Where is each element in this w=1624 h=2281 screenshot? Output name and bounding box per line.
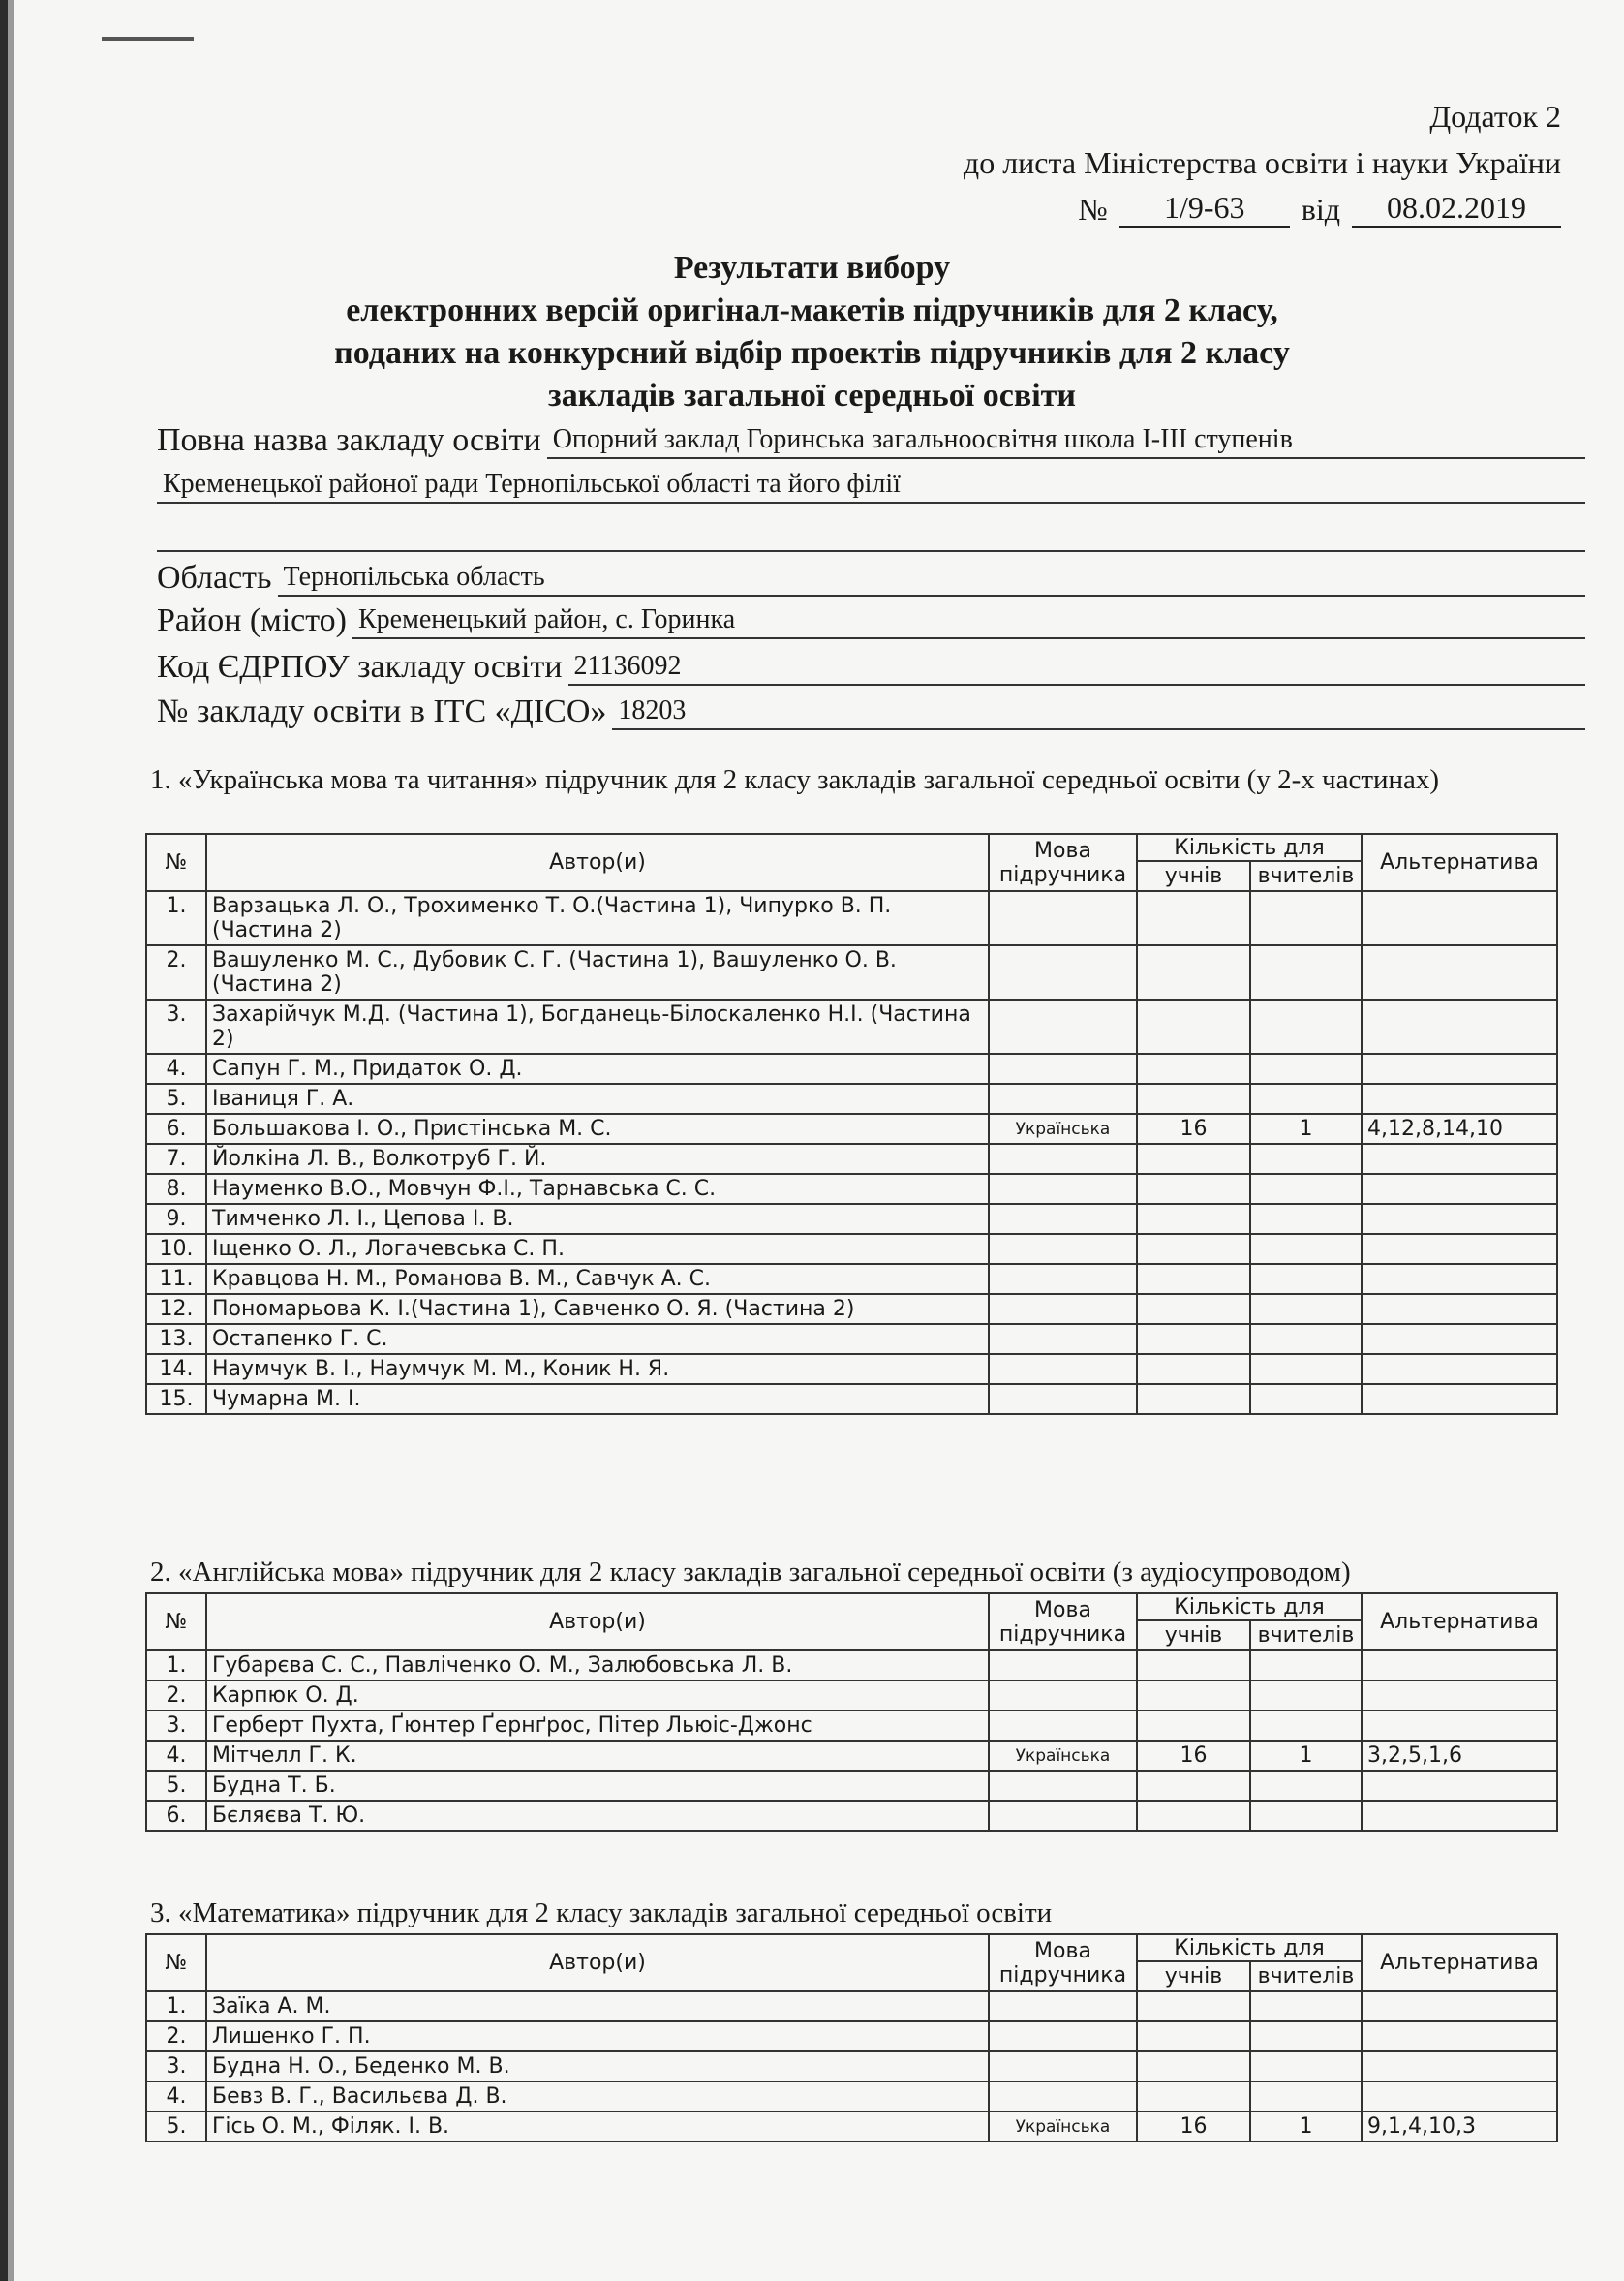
row-teachers	[1250, 1771, 1362, 1801]
col-num: №	[146, 834, 206, 891]
letter-number: 1/9-63	[1119, 190, 1290, 228]
row-alternative	[1362, 891, 1557, 945]
letter-date: 08.02.2019	[1352, 190, 1561, 228]
col-num: №	[146, 1593, 206, 1650]
district-field	[157, 602, 1585, 639]
section-2-table	[145, 1592, 1558, 1832]
col-count: Кількість для	[1137, 1593, 1362, 1620]
table-row	[146, 945, 1557, 1000]
row-students	[1137, 1354, 1250, 1384]
row-number: 4.	[146, 1741, 206, 1771]
col-lang: Мова підручника	[989, 834, 1137, 891]
table-row	[146, 2081, 1557, 2111]
row-authors: Гісь О. М., Філяк. І. В.	[206, 2111, 989, 2142]
table-row	[146, 891, 1557, 945]
row-number: 5.	[146, 1771, 206, 1801]
row-students	[1137, 891, 1250, 945]
row-lang	[989, 1174, 1137, 1204]
table-row	[146, 1174, 1557, 1204]
row-authors: Карпюк О. Д.	[206, 1680, 989, 1711]
table-row	[146, 1771, 1557, 1801]
row-alternative	[1362, 1354, 1557, 1384]
school-name-value-1: Опорний заклад Горинська загальноосвітня школа І-ІІІ ступенів	[547, 424, 1585, 459]
table-row	[146, 1000, 1557, 1054]
row-lang	[989, 2051, 1137, 2081]
row-lang	[989, 1711, 1137, 1741]
school-name-value-2: Кременецької районої ради Тернопільської області та його філії	[157, 469, 1585, 504]
row-students	[1137, 1144, 1250, 1174]
row-lang: Українська	[989, 2111, 1137, 2142]
row-alternative	[1362, 945, 1557, 1000]
row-authors: Заїка А. М.	[206, 1991, 989, 2021]
date-label: від	[1301, 192, 1340, 227]
row-alternative	[1362, 2051, 1557, 2081]
row-lang	[989, 1324, 1137, 1354]
row-alternative: 3,2,5,1,6	[1362, 1741, 1557, 1771]
section-3-title: 3. «Математика» підручник для 2 класу закладів загальної середньої освіти	[150, 1897, 1053, 1928]
row-teachers	[1250, 1174, 1362, 1204]
row-authors: Губарєва С. С., Павліченко О. М., Залюбовська Л. В.	[206, 1650, 989, 1680]
row-teachers	[1250, 2021, 1362, 2051]
row-teachers: 1	[1250, 2111, 1362, 2142]
col-authors: Автор(и)	[206, 1593, 989, 1650]
school-name-label: Повна назва закладу освіти	[157, 422, 541, 458]
row-students	[1137, 1204, 1250, 1234]
row-alternative	[1362, 2021, 1557, 2051]
row-number: 2.	[146, 945, 206, 1000]
table-row	[146, 1680, 1557, 1711]
row-students	[1137, 1801, 1250, 1831]
row-alternative	[1362, 1771, 1557, 1801]
row-teachers	[1250, 1324, 1362, 1354]
region-field	[157, 560, 1585, 597]
col-lang: Мова підручника	[989, 1934, 1137, 1991]
row-lang	[989, 945, 1137, 1000]
col-alternative: Альтернатива	[1362, 834, 1557, 891]
row-alternative	[1362, 1801, 1557, 1831]
col-authors: Автор(и)	[206, 834, 989, 891]
col-authors: Автор(и)	[206, 1934, 989, 1991]
table-row	[146, 1991, 1557, 2021]
row-teachers	[1250, 1384, 1362, 1414]
row-authors: Остапенко Г. С.	[206, 1324, 989, 1354]
row-number: 3.	[146, 1000, 206, 1054]
row-lang	[989, 1000, 1137, 1054]
row-alternative	[1362, 1234, 1557, 1264]
table-row	[146, 1384, 1557, 1414]
table-row	[146, 1741, 1557, 1771]
row-alternative	[1362, 1084, 1557, 1114]
table-row	[146, 2051, 1557, 2081]
title-line-1: Результати вибору	[673, 250, 951, 286]
row-teachers	[1250, 1144, 1362, 1174]
table-row	[146, 1354, 1557, 1384]
annex-letter-ref: до листа Міністерства освіти і науки України	[963, 145, 1561, 180]
row-alternative	[1362, 1680, 1557, 1711]
district-label: Район (місто)	[157, 602, 347, 638]
annex-label: Додаток 2	[1429, 99, 1561, 134]
row-students	[1137, 945, 1250, 1000]
row-authors: Чумарна М. І.	[206, 1384, 989, 1414]
row-lang: Українська	[989, 1114, 1137, 1144]
row-alternative	[1362, 1264, 1557, 1294]
row-authors: Большакова І. О., Пристінська М. С.	[206, 1114, 989, 1144]
row-authors: Іваниця Г. А.	[206, 1084, 989, 1114]
row-authors: Герберт Пухта, Ґюнтер Ґернґрос, Пітер Льюіс-Джонс	[206, 1711, 989, 1741]
row-authors: Наумчук В. І., Наумчук М. М., Коник Н. Я.	[206, 1354, 989, 1384]
row-authors: Науменко В.О., Мовчун Ф.І., Тарнавська С. С.	[206, 1174, 989, 1204]
title-line-3: поданих на конкурсний відбір проектів підручників для 2 класу	[334, 335, 1290, 371]
row-alternative	[1362, 2081, 1557, 2111]
title-line-2: електронних версій оригінал-макетів підручників для 2 класу,	[346, 293, 1278, 328]
row-number: 11.	[146, 1264, 206, 1294]
row-lang	[989, 1084, 1137, 1114]
row-authors: Варзацька Л. О., Трохименко Т. О.(Частина 1), Чипурко В. П. (Частина 2)	[206, 891, 989, 945]
blank-line	[157, 550, 1585, 552]
table-row	[146, 1294, 1557, 1324]
table-row	[146, 1204, 1557, 1234]
row-students	[1137, 1084, 1250, 1114]
edrpou-value: 21136092	[568, 651, 1585, 686]
row-authors: Захарійчук М.Д. (Частина 1), Богданець-Білоскаленко Н.І. (Частина 2)	[206, 1000, 989, 1054]
row-number: 5.	[146, 2111, 206, 2142]
row-alternative	[1362, 1054, 1557, 1084]
row-alternative: 9,1,4,10,3	[1362, 2111, 1557, 2142]
col-num: №	[146, 1934, 206, 1991]
edrpou-label: Код ЄДРПОУ закладу освіти	[157, 649, 563, 685]
row-lang	[989, 2081, 1137, 2111]
row-students	[1137, 1680, 1250, 1711]
row-authors: Кравцова Н. М., Романова В. М., Савчук А. С.	[206, 1264, 989, 1294]
table-row	[146, 1144, 1557, 1174]
row-lang	[989, 1384, 1137, 1414]
row-lang	[989, 2021, 1137, 2051]
row-alternative	[1362, 1174, 1557, 1204]
row-lang	[989, 1771, 1137, 1801]
row-students	[1137, 1174, 1250, 1204]
table-row	[146, 1264, 1557, 1294]
col-count: Кількість для	[1137, 834, 1362, 861]
row-teachers	[1250, 1680, 1362, 1711]
row-teachers	[1250, 1264, 1362, 1294]
annex-number-date	[1078, 190, 1561, 228]
edrpou-field	[157, 649, 1585, 686]
row-number: 14.	[146, 1354, 206, 1384]
col-students: учнів	[1137, 1961, 1250, 1991]
row-students	[1137, 2051, 1250, 2081]
row-students	[1137, 1384, 1250, 1414]
col-alternative: Альтернатива	[1362, 1934, 1557, 1991]
row-lang	[989, 1264, 1137, 1294]
itc-value: 18203	[612, 695, 1585, 730]
row-number: 2.	[146, 1680, 206, 1711]
row-number: 12.	[146, 1294, 206, 1324]
row-teachers	[1250, 1711, 1362, 1741]
row-number: 13.	[146, 1324, 206, 1354]
row-teachers	[1250, 1294, 1362, 1324]
table-row	[146, 1054, 1557, 1084]
table-row	[146, 1650, 1557, 1680]
row-students: 16	[1137, 2111, 1250, 2142]
row-teachers	[1250, 891, 1362, 945]
row-teachers	[1250, 2081, 1362, 2111]
row-number: 15.	[146, 1384, 206, 1414]
row-lang	[989, 1234, 1137, 1264]
row-alternative	[1362, 1204, 1557, 1234]
row-number: 7.	[146, 1144, 206, 1174]
table-row	[146, 1324, 1557, 1354]
row-number: 4.	[146, 2081, 206, 2111]
row-authors: Мітчелл Г. К.	[206, 1741, 989, 1771]
col-count: Кількість для	[1137, 1934, 1362, 1961]
col-teachers: вчителів	[1250, 861, 1362, 891]
row-teachers	[1250, 1204, 1362, 1234]
row-lang	[989, 1650, 1137, 1680]
row-authors: Пономарьова К. І.(Частина 1), Савченко О. Я. (Частина 2)	[206, 1294, 989, 1324]
row-alternative: 4,12,8,14,10	[1362, 1114, 1557, 1144]
row-teachers	[1250, 1354, 1362, 1384]
row-teachers	[1250, 1234, 1362, 1264]
row-students	[1137, 1294, 1250, 1324]
row-authors: Сапун Г. М., Придаток О. Д.	[206, 1054, 989, 1084]
scan-mark	[102, 37, 194, 41]
row-lang	[989, 1680, 1137, 1711]
row-authors: Тимченко Л. І., Цепова І. В.	[206, 1204, 989, 1234]
row-teachers	[1250, 1084, 1362, 1114]
row-students	[1137, 1650, 1250, 1680]
row-teachers	[1250, 945, 1362, 1000]
row-number: 3.	[146, 1711, 206, 1741]
row-number: 1.	[146, 1991, 206, 2021]
table-row	[146, 1084, 1557, 1114]
row-alternative	[1362, 1650, 1557, 1680]
number-label: №	[1078, 192, 1108, 227]
row-students: 16	[1137, 1741, 1250, 1771]
section-3-table	[145, 1933, 1558, 2142]
row-number: 10.	[146, 1234, 206, 1264]
school-name-field	[157, 422, 1585, 459]
row-authors: Лишенко Г. П.	[206, 2021, 989, 2051]
row-students	[1137, 1991, 1250, 2021]
row-alternative	[1362, 1294, 1557, 1324]
row-students	[1137, 1711, 1250, 1741]
row-number: 3.	[146, 2051, 206, 2081]
row-alternative	[1362, 1711, 1557, 1741]
row-lang	[989, 1204, 1137, 1234]
row-authors: Будна Н. О., Беденко М. В.	[206, 2051, 989, 2081]
region-value: Тернопільська область	[278, 562, 1585, 597]
row-alternative	[1362, 1000, 1557, 1054]
row-alternative	[1362, 1384, 1557, 1414]
row-number: 2.	[146, 2021, 206, 2051]
col-lang: Мова підручника	[989, 1593, 1137, 1650]
row-teachers	[1250, 1991, 1362, 2021]
col-teachers: вчителів	[1250, 1961, 1362, 1991]
school-name-field-2	[157, 469, 1585, 504]
row-authors: Іщенко О. Л., Логачевська С. П.	[206, 1234, 989, 1264]
row-number: 4.	[146, 1054, 206, 1084]
row-alternative	[1362, 1144, 1557, 1174]
col-students: учнів	[1137, 1620, 1250, 1650]
row-lang	[989, 1144, 1137, 1174]
row-authors: Будна Т. Б.	[206, 1771, 989, 1801]
row-teachers	[1250, 1801, 1362, 1831]
table-row	[146, 1711, 1557, 1741]
row-students	[1137, 1234, 1250, 1264]
region-label: Область	[157, 560, 272, 596]
row-lang	[989, 891, 1137, 945]
section-1-title: 1. «Українська мова та читання» підручник для 2 класу закладів загальної середньої освіти (у 2-х частинах)	[150, 764, 1440, 795]
row-students	[1137, 1054, 1250, 1084]
row-number: 5.	[146, 1084, 206, 1114]
table-row	[146, 1114, 1557, 1144]
row-teachers	[1250, 1054, 1362, 1084]
row-number: 1.	[146, 891, 206, 945]
row-teachers	[1250, 1650, 1362, 1680]
row-number: 6.	[146, 1114, 206, 1144]
row-alternative	[1362, 1324, 1557, 1354]
table-row	[146, 1801, 1557, 1831]
row-teachers	[1250, 1000, 1362, 1054]
row-students	[1137, 2021, 1250, 2051]
row-authors: Вашуленко М. С., Дубовик С. Г. (Частина 1), Вашуленко О. В. (Частина 2)	[206, 945, 989, 1000]
row-students	[1137, 2081, 1250, 2111]
row-lang	[989, 1354, 1137, 1384]
col-alternative: Альтернатива	[1362, 1593, 1557, 1650]
table-row	[146, 2111, 1557, 2142]
row-lang: Українська	[989, 1741, 1137, 1771]
row-authors: Йолкіна Л. В., Волкотруб Г. Й.	[206, 1144, 989, 1174]
section-2-title: 2. «Англійська мова» підручник для 2 класу закладів загальної середньої освіти (з аудіосупроводом)	[150, 1557, 1351, 1587]
row-authors: Бєляєва Т. Ю.	[206, 1801, 989, 1831]
row-alternative	[1362, 1991, 1557, 2021]
row-number: 8.	[146, 1174, 206, 1204]
row-teachers	[1250, 2051, 1362, 2081]
row-lang	[989, 1054, 1137, 1084]
title-line-4: закладів загальної середньої освіти	[548, 378, 1076, 414]
row-students: 16	[1137, 1114, 1250, 1144]
itc-field	[157, 694, 1585, 730]
row-lang	[989, 1991, 1137, 2021]
district-value: Кременецький район, с. Горинка	[352, 604, 1585, 639]
row-students	[1137, 1264, 1250, 1294]
col-teachers: вчителів	[1250, 1620, 1362, 1650]
row-number: 6.	[146, 1801, 206, 1831]
col-students: учнів	[1137, 861, 1250, 891]
section-1-table	[145, 833, 1558, 1415]
row-lang	[989, 1294, 1137, 1324]
row-authors: Бевз В. Г., Васильєва Д. В.	[206, 2081, 989, 2111]
row-students	[1137, 1000, 1250, 1054]
row-teachers: 1	[1250, 1741, 1362, 1771]
table-row	[146, 2021, 1557, 2051]
row-teachers: 1	[1250, 1114, 1362, 1144]
row-number: 9.	[146, 1204, 206, 1234]
table-row	[146, 1234, 1557, 1264]
row-students	[1137, 1771, 1250, 1801]
row-lang	[989, 1801, 1137, 1831]
itc-label: № закладу освіти в ІТС «ДІСО»	[157, 694, 607, 729]
row-students	[1137, 1324, 1250, 1354]
row-number: 1.	[146, 1650, 206, 1680]
